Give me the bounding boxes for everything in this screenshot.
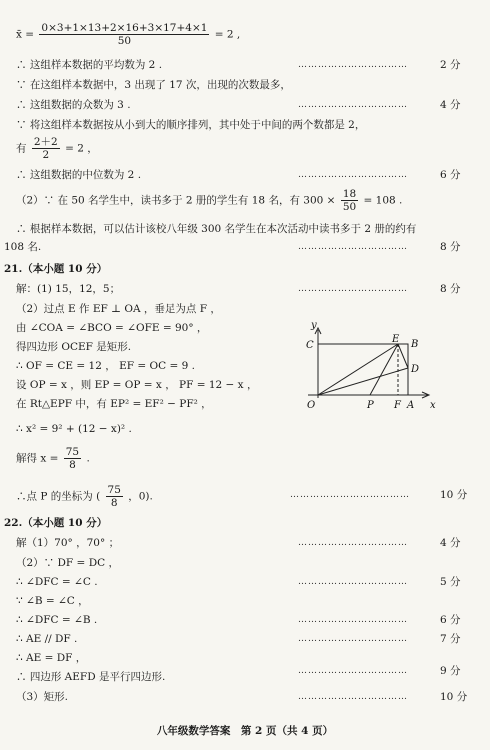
q20-line1: ∴ 这组样本数据的平均数为 2 . xyxy=(16,59,163,71)
dot-leader: …………………………… xyxy=(298,615,408,625)
dot-leader: …………………………… xyxy=(298,634,408,644)
ratio-numerator: 18 xyxy=(342,188,357,200)
q20-line4: ∵ 将这组样本数据按从小到大的顺序排列，其中处于中间的两个数都是 2， xyxy=(16,119,366,131)
score-2: 2 分 xyxy=(440,59,461,71)
label-b: B xyxy=(411,339,419,350)
x-fraction xyxy=(64,446,81,471)
q20-line9: 108 名. xyxy=(4,241,42,253)
score-7: 7 分 xyxy=(440,633,461,645)
l10-pre: ∴点 P 的坐标为 ( xyxy=(16,490,101,503)
q20-line2: ∵ 在这组样本数据中，3 出现了 17 次，出现的次数最多， xyxy=(16,79,291,91)
dot-leader: …………………………… xyxy=(298,666,408,676)
q22-line5: ∴ ∠DFC = ∠B . xyxy=(16,614,98,626)
l9-post: . xyxy=(86,452,90,465)
dot-leader: …………………………… xyxy=(298,284,408,294)
x-denominator: 8 xyxy=(69,459,76,471)
q20-line3: ∴ 这组数据的众数为 3 . xyxy=(16,99,131,111)
q22-line6: ∴ AE // DF . xyxy=(16,633,78,645)
q21-line6: 设 OP = x ，则 EP = OP = x ， PF = 12 − x ， xyxy=(16,379,258,391)
l7-pre: （2）∵ 在 50 名学生中，读书多于 2 册的学生有 18 名，有 300 × xyxy=(16,194,336,207)
score-4: 4 分 xyxy=(440,99,461,111)
q21-line8: ∴ x² = 9² + (12 − x)² . xyxy=(16,423,132,435)
q22-line9: （3）矩形. xyxy=(16,691,69,703)
segment-od xyxy=(318,368,408,395)
label-c: C xyxy=(306,340,314,351)
label-o: O xyxy=(307,400,316,411)
geometry-figure xyxy=(298,320,448,420)
l5-post: = 2 ， xyxy=(65,142,98,155)
score-6b: 6 分 xyxy=(440,614,461,626)
q20-line7 xyxy=(16,188,402,213)
l7-post: = 108 . xyxy=(363,194,403,207)
mean-denominator: 50 xyxy=(117,35,132,47)
score-5: 5 分 xyxy=(440,576,461,588)
dot-leader: …………………………… xyxy=(298,577,408,587)
mean-formula xyxy=(16,22,240,47)
q20-line8: ∴ 根据样本数据，可以估计该校八年级 300 名学生在本次活动中读书多于 2 册的约有 xyxy=(16,223,417,235)
q22-line4: ∵ ∠B = ∠C ， xyxy=(16,595,89,607)
l5-pre: 有 xyxy=(16,142,27,155)
dot-leader: ……………………………… xyxy=(290,490,410,500)
score-9: 9 分 xyxy=(440,665,461,677)
rectangle-ocba xyxy=(318,344,408,395)
median-denominator: 2 xyxy=(42,149,50,161)
q21-line2: （2）过点 E 作 EF ⊥ OA ，垂足为点 F ， xyxy=(16,303,221,315)
segment-ed xyxy=(398,344,408,368)
score-4b: 4 分 xyxy=(440,537,461,549)
q22-line8: ∴ 四边形 AEFD 是平行四边形. xyxy=(16,671,166,683)
label-x: x xyxy=(430,400,436,411)
median-numerator: 2＋2 xyxy=(33,136,58,148)
q22-line2: （2）∵ DF = DC ， xyxy=(16,557,119,569)
q22-line1: 解（1）70° ，70° ； xyxy=(16,537,120,549)
score-10: 10 分 xyxy=(440,489,468,501)
q21-heading: 21.（本小题 10 分） xyxy=(4,263,108,275)
q22-line3: ∴ ∠DFC = ∠C . xyxy=(16,576,98,588)
p-denominator: 8 xyxy=(110,497,118,509)
dot-leader: …………………………… xyxy=(298,242,408,252)
dot-leader: …………………………… xyxy=(298,692,408,702)
q21-line7: 在 Rt△EPF 中，有 EP² = EF² − PF² ， xyxy=(16,398,212,410)
ratio-denominator: 50 xyxy=(342,201,357,213)
q20-line5 xyxy=(16,136,98,161)
q21-line4: 得四边形 OCEF 是矩形. xyxy=(16,341,132,353)
score-10b: 10 分 xyxy=(440,691,468,703)
label-e: E xyxy=(392,334,400,345)
label-y: y xyxy=(311,320,317,331)
q20-line6: ∴ 这组数据的中位数为 2 . xyxy=(16,169,142,181)
label-f: F xyxy=(394,400,401,411)
dot-leader: …………………………… xyxy=(298,170,408,180)
q21-line3: 由 ∠COA = ∠BCO = ∠OFE = 90° ， xyxy=(16,322,208,334)
l9-pre: 解得 x = xyxy=(16,452,59,465)
q22-heading: 22.（本小题 10 分） xyxy=(4,517,108,529)
q21-line1: 解：(1) 15，12，5； xyxy=(16,283,121,295)
q22-line7: ∴ AE = DF ， xyxy=(16,652,87,664)
score-6: 6 分 xyxy=(440,169,461,181)
l10-post: ，0). xyxy=(128,490,153,503)
label-a: A xyxy=(407,400,415,411)
p-fraction xyxy=(106,484,123,509)
mean-numerator: 0×3+1×13+2×16+3×17+4×1 xyxy=(41,22,208,34)
p-numerator: 75 xyxy=(107,484,121,496)
page-footer: 八年级数学答案 第 2 页（共 4 页） xyxy=(156,725,334,737)
mean-lhs: x̄ = xyxy=(16,28,35,41)
mean-rhs: = 2 , xyxy=(214,28,241,41)
median-fraction xyxy=(32,136,60,161)
dot-leader: …………………………… xyxy=(298,100,408,110)
mean-fraction xyxy=(39,22,209,47)
label-d: D xyxy=(411,364,420,375)
label-p: P xyxy=(367,400,374,411)
score-8: 8 分 xyxy=(440,241,461,253)
dot-leader: …………………………… xyxy=(298,538,408,548)
q21-line9 xyxy=(16,446,90,471)
q21-line10 xyxy=(16,484,153,509)
dot-leader: …………………………… xyxy=(298,60,408,70)
score-8b: 8 分 xyxy=(440,283,461,295)
ratio-fraction xyxy=(341,188,358,213)
x-numerator: 75 xyxy=(65,446,80,458)
segment-ep xyxy=(370,344,398,395)
segment-oe xyxy=(318,344,398,395)
q21-line5: ∴ OF = CE = 12 ， EF = OC = 9 . xyxy=(16,360,195,372)
